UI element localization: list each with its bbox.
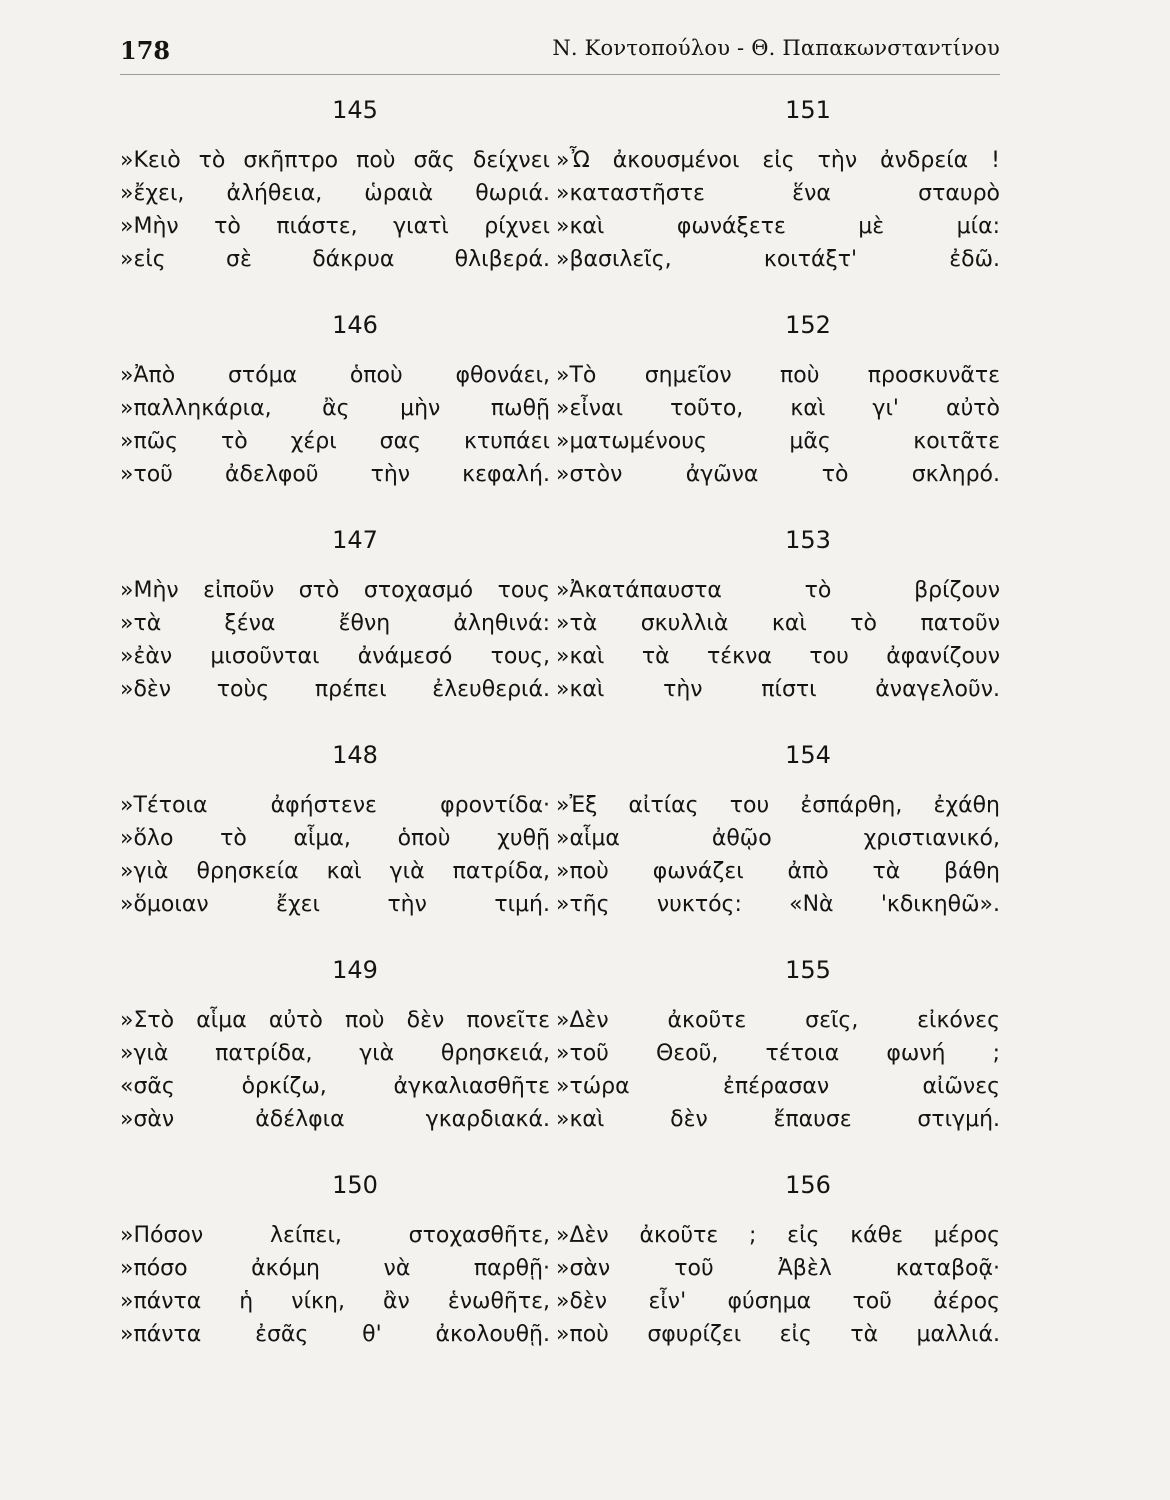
right-column (556, 90, 1000, 1380)
stanza-number: 145 (332, 96, 378, 124)
page-number: 178 (120, 36, 171, 65)
verse-line: »πῶς τὸ χέρι σας κτυπάει (120, 429, 550, 454)
verse-line: »Τέτοια ἀφήστενε φροντίδα· (120, 793, 550, 818)
verse-line: »καὶ φωνάξετε μὲ μία: (556, 214, 1000, 239)
stanza-lines (120, 1004, 550, 1136)
stanza (556, 735, 1000, 950)
verse-line: »στὸν ἀγῶνα τὸ σκληρό. (556, 462, 1000, 487)
verse-line: »Μὴν τὸ πιάστε, γιατὶ ρίχνει (120, 214, 550, 239)
stanza-number: 156 (785, 1171, 831, 1199)
verse-line: »ποὺ σφυρίζει εἰς τὰ μαλλιά. (556, 1322, 1000, 1347)
stanza-lines (120, 144, 550, 276)
verse-line: »Ὦ ἀκουσμένοι εἰς τὴν ἀνδρεία ! (556, 148, 1000, 173)
stanza-lines (556, 359, 1000, 491)
stanza-number: 154 (785, 741, 831, 769)
verse-line: »καταστῆστε ἕνα σταυρὸ (556, 181, 1000, 206)
verse-line: »πόσο ἀκόμη νὰ παρθῇ· (120, 1256, 550, 1281)
stanza-lines (556, 574, 1000, 706)
verse-line: »σὰν τοῦ Ἀβὲλ καταβοᾷ· (556, 1256, 1000, 1281)
verse-line: »αἷμα ἀθῷο χριστιανικό, (556, 826, 1000, 851)
stanza (120, 90, 550, 305)
verse-line: »τὰ ξένα ἔθνη ἀληθινά: (120, 611, 550, 636)
verse-line: »Στὸ αἷμα αὐτὸ ποὺ δὲν πονεῖτε (120, 1008, 550, 1033)
verse-line: »δὲν τοὺς πρέπει ἐλευθεριά. (120, 677, 550, 702)
stanza-number: 149 (332, 956, 378, 984)
verse-line: »Δὲν ἀκοῦτε σεῖς, εἰκόνες (556, 1008, 1000, 1033)
verse-line: »ματωμένους μᾶς κοιτᾶτε (556, 429, 1000, 454)
verse-line: »βασιλεῖς, κοιτάξτ' ἐδῶ. (556, 247, 1000, 272)
verse-line: »Ἐξ αἰτίας του ἐσπάρθη, ἐχάθη (556, 793, 1000, 818)
stanza-number: 150 (332, 1171, 378, 1199)
verse-line: »καὶ τὰ τέκνα του ἀφανίζουν (556, 644, 1000, 669)
stanza-lines (120, 359, 550, 491)
stanza-lines (120, 1219, 550, 1351)
verse-line: »γιὰ θρησκεία καὶ γιὰ πατρίδα, (120, 859, 550, 884)
verse-line: »ἔχει, ἀλήθεια, ὡραιὰ θωριά. (120, 181, 550, 206)
stanza (120, 735, 550, 950)
stanza-number: 148 (332, 741, 378, 769)
stanza-lines (556, 789, 1000, 921)
stanza-lines (556, 144, 1000, 276)
verse-line: »εἰς σὲ δάκρυα θλιβερά. (120, 247, 550, 272)
verse-line: «σᾶς ὁρκίζω, ἀγκαλιασθῆτε (120, 1074, 550, 1099)
verse-line: »ποὺ φωνάζει ἀπὸ τὰ βάθη (556, 859, 1000, 884)
stanza (120, 1165, 550, 1380)
stanza-number: 151 (785, 96, 831, 124)
stanza-number: 155 (785, 956, 831, 984)
verse-line: »γιὰ πατρίδα, γιὰ θρησκειά, (120, 1041, 550, 1066)
stanza (556, 1165, 1000, 1380)
verse-line: »Δὲν ἀκοῦτε ; εἰς κάθε μέρος (556, 1223, 1000, 1248)
verse-line: »ἐὰν μισοῦνται ἀνάμεσό τους, (120, 644, 550, 669)
verse-line: »Τὸ σημεῖον ποὺ προσκυνᾶτε (556, 363, 1000, 388)
verse-line: »τοῦ Θεοῦ, τέτοια φωνή ; (556, 1041, 1000, 1066)
stanza (556, 305, 1000, 520)
verse-line: »παλληκάρια, ἂς μὴν πωθῇ (120, 396, 550, 421)
stanza-lines (556, 1004, 1000, 1136)
verse-line: »τοῦ ἀδελφοῦ τὴν κεφαλή. (120, 462, 550, 487)
stanza-number: 152 (785, 311, 831, 339)
verse-line: »πάντα ἡ νίκη, ἂν ἑνωθῆτε, (120, 1289, 550, 1314)
verse-line: »Κειὸ τὸ σκῆπτρο ποὺ σᾶς δείχνει (120, 148, 550, 173)
verse-line: »ὅμοιαν ἔχει τὴν τιμή. (120, 892, 550, 917)
verse-line: »τὰ σκυλλιὰ καὶ τὸ πατοῦν (556, 611, 1000, 636)
verse-line: »πάντα ἐσᾶς θ' ἀκολουθῇ. (120, 1322, 550, 1347)
stanza (556, 90, 1000, 305)
running-head: Ν. Κοντοπούλου - Θ. Παπακωνσταντίνου (552, 36, 1000, 60)
stanza-lines (120, 789, 550, 921)
page-header (120, 36, 1000, 68)
stanza (120, 520, 550, 735)
verse-line: »Μὴν εἰποῦν στὸ στοχασμό τους (120, 578, 550, 603)
stanza-lines (556, 1219, 1000, 1351)
verse-line: »Ἀκατάπαυστα τὸ βρίζουν (556, 578, 1000, 603)
stanza-number: 146 (332, 311, 378, 339)
verse-line: »καὶ τὴν πίστι ἀναγελοῦν. (556, 677, 1000, 702)
verse-line: »τώρα ἐπέρασαν αἰῶνες (556, 1074, 1000, 1099)
stanza-number: 153 (785, 526, 831, 554)
verse-line: »τῆς νυκτός: «Νὰ 'κδικηθῶ». (556, 892, 1000, 917)
verse-line: »δὲν εἶν' φύσημα τοῦ ἀέρος (556, 1289, 1000, 1314)
verse-line: »καὶ δὲν ἔπαυσε στιγμή. (556, 1107, 1000, 1132)
verse-line: »σὰν ἀδέλφια γκαρδιακά. (120, 1107, 550, 1132)
stanza-number: 147 (332, 526, 378, 554)
verse-line: »Ἀπὸ στόμα ὁποὺ φθονάει, (120, 363, 550, 388)
stanza (556, 950, 1000, 1165)
stanza (120, 950, 550, 1165)
stanza (556, 520, 1000, 735)
left-column (120, 90, 550, 1380)
verse-line: »ὅλο τὸ αἷμα, ὁποὺ χυθῇ (120, 826, 550, 851)
stanza (120, 305, 550, 520)
verse-line: »Πόσον λείπει, στοχασθῆτε, (120, 1223, 550, 1248)
stanza-lines (120, 574, 550, 706)
verse-line: »εἶναι τοῦτο, καὶ γι' αὐτὸ (556, 396, 1000, 421)
header-rule (120, 74, 1000, 75)
